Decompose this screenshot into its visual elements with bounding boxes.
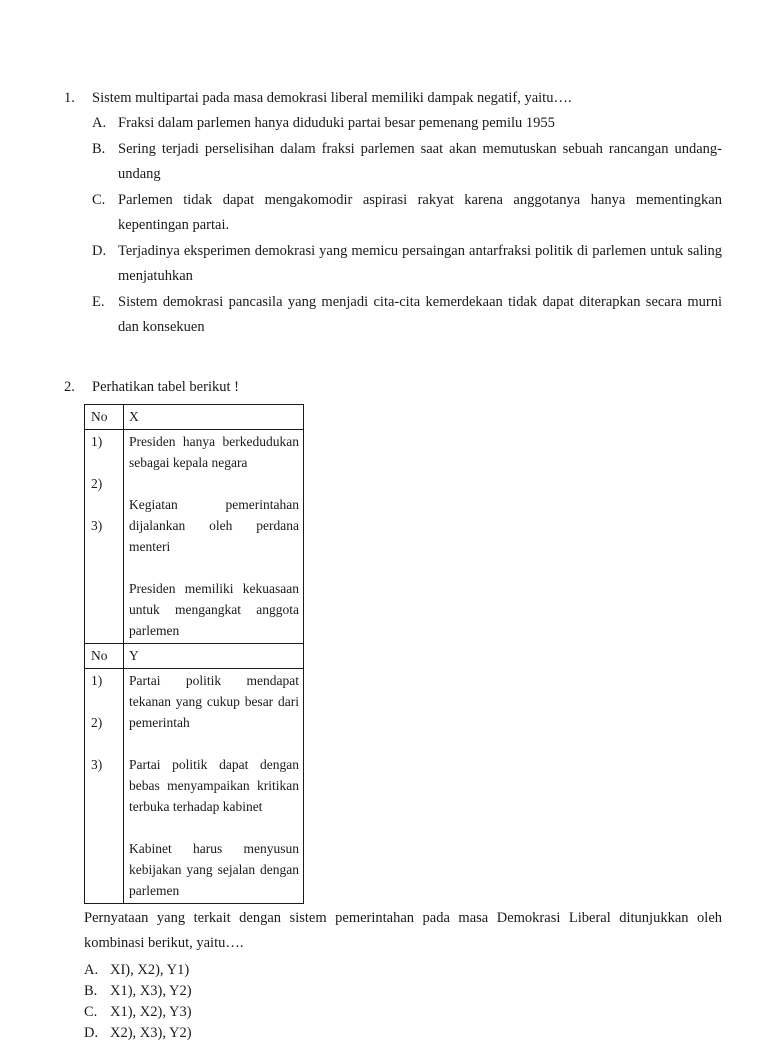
option-e-letter: E. bbox=[92, 293, 105, 310]
table-header-label-y: Y bbox=[124, 643, 304, 668]
answer-option-c[interactable] bbox=[84, 1002, 722, 1023]
option-c[interactable] bbox=[92, 188, 722, 239]
option-c-letter: C. bbox=[92, 191, 106, 208]
question-2 bbox=[64, 377, 722, 1044]
option-d-text: Terjadinya eksperimen demokrasi yang memicu persaingan antarfraksi politik di parlemen untuk saling menjatuhkan bbox=[118, 242, 722, 284]
table-row bbox=[85, 429, 304, 643]
question-2-heading bbox=[64, 377, 722, 398]
question-2-stem: Perhatikan tabel berikut ! bbox=[92, 378, 239, 395]
option-d-letter: D. bbox=[92, 242, 107, 259]
statement-table-wrapper bbox=[84, 404, 302, 904]
table-cell-numbers-x bbox=[85, 429, 124, 643]
answer-option-d-letter: D. bbox=[84, 1024, 99, 1041]
statement-x1: Presiden hanya berkedudukan sebagai kepala negara bbox=[129, 433, 299, 470]
statement-y3: Kabinet harus menyusun kebijakan yang sejalan dengan parlemen bbox=[129, 840, 299, 898]
answer-option-a-letter: A. bbox=[84, 961, 99, 978]
option-c-text: Parlemen tidak dapat mengakomodir aspirasi rakyat karena anggotanya hanya mementingkan kepentingan partai. bbox=[118, 191, 722, 233]
table-header-row-x bbox=[85, 404, 304, 429]
table-header-no-x: No bbox=[85, 404, 124, 429]
row-number-y3: 3) bbox=[91, 756, 103, 772]
answer-option-c-text: X1), X2), Y3) bbox=[110, 1003, 192, 1020]
answer-option-d-text: X2), X3), Y2) bbox=[110, 1024, 192, 1041]
answer-option-b-text: X1), X3), Y2) bbox=[110, 982, 192, 999]
option-a-text: Fraksi dalam parlemen hanya diduduki partai besar pemenang pemilu 1955 bbox=[118, 115, 555, 131]
option-d[interactable] bbox=[92, 239, 722, 290]
row-number-x3: 3) bbox=[91, 517, 103, 533]
statement-y1: Partai politik mendapat tekanan yang cukup besar dari pemerintah bbox=[129, 672, 299, 730]
row-number-x1: 1) bbox=[91, 433, 103, 449]
option-b-text: Sering terjadi perselisihan dalam fraksi parlemen saat akan memutuskan sebuah rancangan undang-undang bbox=[118, 140, 722, 182]
table-cell-statements-x bbox=[124, 429, 304, 643]
option-b-letter: B. bbox=[92, 140, 106, 157]
table-row bbox=[85, 668, 304, 903]
answer-option-a-text: XI), X2), Y1) bbox=[110, 961, 190, 978]
table-header-no-y: No bbox=[85, 643, 124, 668]
answer-option-a[interactable] bbox=[84, 960, 722, 981]
answer-option-c-letter: C. bbox=[84, 1003, 98, 1020]
row-number-y2: 2) bbox=[91, 714, 103, 730]
table-header-label-x: X bbox=[124, 404, 304, 429]
statement-x3: Presiden memiliki kekuasaan untuk mengangkat anggota parlemen bbox=[129, 580, 299, 638]
option-a-letter: A. bbox=[92, 115, 107, 131]
answer-option-b[interactable] bbox=[84, 981, 722, 1002]
question-1 bbox=[64, 88, 722, 109]
answer-option-b-letter: B. bbox=[84, 982, 98, 999]
statement-x2: Kegiatan pemerintahan dijalankan oleh perdana menteri bbox=[129, 496, 299, 554]
option-a[interactable] bbox=[92, 111, 722, 137]
option-e-text: Sistem demokrasi pancasila yang menjadi cita-cita kemerdekaan tidak dapat diterapkan secara murni dan konsekuen bbox=[118, 293, 722, 335]
table-cell-statements-y bbox=[124, 668, 304, 903]
option-b[interactable] bbox=[92, 137, 722, 188]
row-number-x2: 2) bbox=[91, 475, 103, 491]
option-e[interactable] bbox=[92, 290, 722, 341]
table-header-row-y bbox=[85, 643, 304, 668]
answer-option-d[interactable] bbox=[84, 1023, 722, 1044]
question-2-number: 2. bbox=[64, 378, 75, 395]
question-1-stem: Sistem multipartai pada masa demokrasi liberal memiliki dampak negatif, yaitu…. bbox=[92, 90, 572, 106]
question-1-options bbox=[92, 111, 722, 341]
row-number-y1: 1) bbox=[91, 672, 103, 688]
question-2-closing-text: Pernyataan yang terkait dengan sistem pemerintahan pada masa Demokrasi Liberal ditunjukkan oleh kombinasi berikut, yaitu…. bbox=[84, 909, 722, 951]
question-2-options bbox=[84, 960, 722, 1044]
statement-y2: Partai politik dapat dengan bebas menyampaikan kritikan terbuka terhadap kabinet bbox=[129, 756, 299, 814]
table-cell-numbers-y bbox=[85, 668, 124, 903]
statement-table bbox=[84, 404, 304, 904]
question-1-number: 1. bbox=[64, 90, 75, 106]
